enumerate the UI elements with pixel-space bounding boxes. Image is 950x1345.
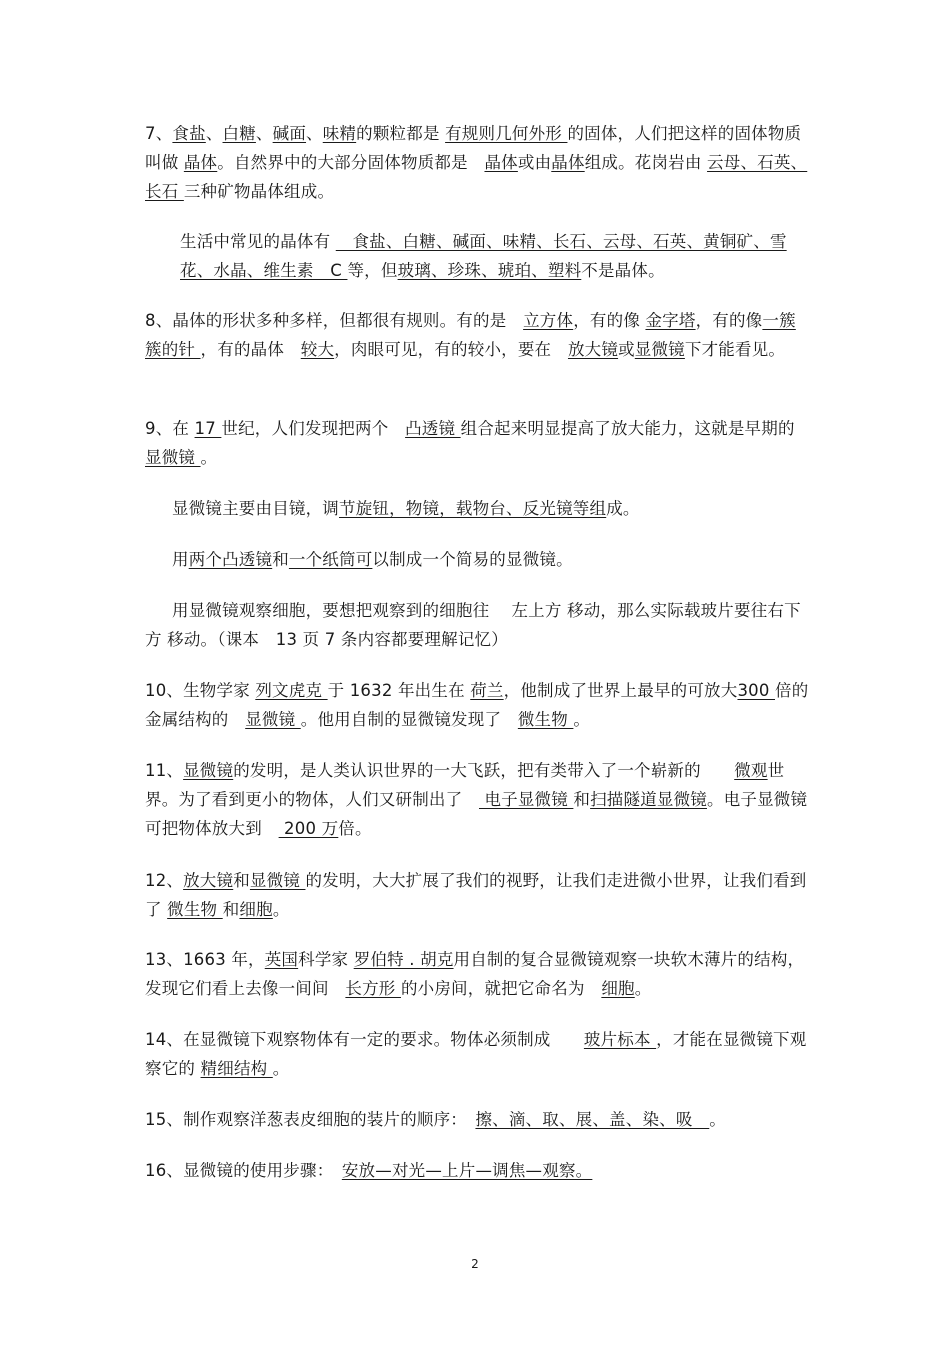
answer-blank: 凸透镜 <box>405 419 461 438</box>
text-segment: 生活中常见的晶体有 <box>180 232 336 251</box>
text-segment: 。电子显微镜可把物体放大到 <box>145 790 808 838</box>
text-segment: 的发明，是人类认识世界的一大飞跃，把有类带入了一个崭新的 <box>233 761 735 780</box>
text-segment: 。 <box>272 1059 290 1078</box>
answer-blank: 节旋钮，物镜，载物台、反光镜等组 <box>339 499 607 518</box>
answer-blank: 细胞 <box>239 900 273 919</box>
answer-blank: 细胞 <box>601 979 635 998</box>
answer-blank: 立方体 <box>523 311 574 330</box>
text-segment: 等，但 <box>347 261 398 280</box>
answer-blank: 微观 <box>734 761 768 780</box>
text-segment: 。 <box>573 710 591 729</box>
text-segment: 和 <box>573 790 591 809</box>
paragraph-q8 <box>145 306 810 364</box>
text-segment: 倍。 <box>338 819 372 838</box>
text-segment: 16、显微镜的使用步骤： <box>145 1161 342 1180</box>
text-segment: ，有的像 <box>573 311 646 330</box>
answer-blank: 显微镜 <box>249 871 306 890</box>
text-segment: 的颗粒都是 <box>356 124 446 143</box>
text-segment: ，才能在显微镜下观察它的 <box>145 1030 807 1078</box>
answer-blank: 罗伯特 . 胡克 <box>353 950 454 969</box>
answer-blank: 显微镜 <box>183 761 234 780</box>
text-segment: 和 <box>272 550 289 569</box>
text-segment: 不是晶体。 <box>581 261 665 280</box>
paragraph-q10 <box>145 676 810 734</box>
text-segment: 、 <box>255 124 273 143</box>
text-segment: 。自然界中的大部分固体物质都是 <box>217 153 485 172</box>
answer-blank: 长方形 <box>345 979 401 998</box>
text-segment: 用 <box>172 550 189 569</box>
answer-blank: 金字塔 <box>645 311 696 330</box>
answer-blank: 微生物 <box>167 900 223 919</box>
text-segment: 组成。花岗岩由 <box>584 153 708 172</box>
answer-blank: 擦、滴、取、展、盖、染、吸 <box>475 1110 710 1129</box>
text-segment: 14、在显微镜下观察物体有一定的要求。物体必须制成 <box>145 1030 584 1049</box>
paragraph-q15 <box>145 1105 810 1134</box>
text-segment: ，有的晶体 <box>200 340 301 359</box>
text-segment: 于 1632 年出生在 <box>327 681 471 700</box>
answer-blank: 显微镜 <box>245 710 301 729</box>
paragraph-q7b <box>180 227 810 285</box>
text-segment: 组合起来明显提高了放大能力，这就是早期的 <box>460 419 795 438</box>
text-segment: 12、 <box>145 871 184 890</box>
answer-blank: 较大 <box>300 340 335 359</box>
text-segment: 。 <box>272 900 290 919</box>
answer-blank: 玻片标本 <box>583 1030 657 1049</box>
text-segment: 10、生物学家 <box>145 681 256 700</box>
text-segment: 。 <box>200 448 218 467</box>
answer-blank: 200 万 <box>278 819 339 838</box>
text-segment: 和 <box>233 871 250 890</box>
text-segment: 的固体，人们把这样的固体物质叫做 <box>145 124 802 172</box>
answer-blank: 食盐、白糖、碱面、味精、长石、云母、石英、黄铜矿、雪花、水晶、维生素 C <box>180 232 787 280</box>
answer-blank: 荷兰 <box>470 681 504 700</box>
answer-blank: 英国 <box>264 950 299 969</box>
text-segment: 世界。为了看到更小的物体，人们又研制出了 <box>145 761 785 809</box>
paragraph-q14 <box>145 1025 810 1083</box>
answer-blank: 碱面 <box>272 124 307 143</box>
answer-blank: 玻璃、珍珠、琥珀、塑料 <box>397 261 582 280</box>
text-segment: 的小房间，就把它命名为 <box>400 979 602 998</box>
answer-blank: 300 <box>737 681 775 700</box>
answer-blank: 列文虎克 <box>255 681 328 700</box>
paragraph-q12 <box>145 866 810 924</box>
answer-blank: 显微镜 <box>145 448 201 467</box>
text-segment: 科学家 <box>298 950 354 969</box>
paragraph-q16 <box>145 1156 810 1185</box>
answer-blank: 放大镜 <box>567 340 619 359</box>
answer-blank: 食盐 <box>172 124 206 143</box>
text-segment: ，有的像 <box>695 311 763 330</box>
text-segment: 倍的金属结构的 <box>145 681 809 729</box>
answer-blank: 精细结构 <box>200 1059 273 1078</box>
text-segment: 三种矿物晶体组成。 <box>183 182 335 201</box>
text-segment: 用自制的复合显微镜观察一块软木薄片的结构，发现它们看上去像一间间 <box>145 950 805 998</box>
text-segment: 成。 <box>606 499 640 518</box>
text-segment: 15、制作观察洋葱表皮细胞的装片的顺序： <box>145 1110 476 1129</box>
paragraph-q9c <box>172 545 812 574</box>
text-segment: 显微镜主要由目镜，调 <box>172 499 339 518</box>
answer-blank: 有规则几何外形 <box>445 124 568 143</box>
text-segment: ，他制成了世界上最早的可放大 <box>503 681 738 700</box>
paragraph-q9d <box>145 596 810 654</box>
paragraph-q13 <box>145 945 810 1003</box>
text-segment: 世纪，人们发现把两个 <box>221 419 406 438</box>
paragraph-q7 <box>145 119 810 206</box>
answer-blank: 晶体 <box>551 153 585 172</box>
answer-blank: 晶体 <box>183 153 218 172</box>
text-segment: 。 <box>709 1110 726 1129</box>
answer-blank: 放大镜 <box>183 871 234 890</box>
answer-blank: 微生物 <box>517 710 574 729</box>
text-segment: 11、 <box>145 761 184 780</box>
text-segment: 。他用自制的显微镜发现了 <box>300 710 518 729</box>
answer-blank: 安放—对光—上片—调焦—观察。 <box>341 1161 593 1180</box>
answer-blank: 白糖 <box>222 124 256 143</box>
text-segment: 或 <box>618 340 635 359</box>
answer-blank: 一个纸筒可 <box>288 550 373 569</box>
answer-blank: 晶体 <box>484 153 518 172</box>
text-segment: 用显微镜观察细胞，要想把观察到的细胞往 左上方 移动，那么实际载玻片要往右下方 移动。（课本 13 页 7 条内容都要理解记忆） <box>145 601 801 649</box>
text-segment: 9、在 <box>145 419 195 438</box>
answer-blank: 味精 <box>322 124 357 143</box>
answer-blank: 扫描隧道显微镜 <box>590 790 707 809</box>
answer-blank: 显微镜 <box>634 340 685 359</box>
text-segment: 下才能看见。 <box>684 340 786 359</box>
answer-blank: 17 <box>194 419 222 438</box>
answer-blank: 云母、石英、长石 <box>145 153 808 201</box>
text-segment: 、 <box>306 124 323 143</box>
answer-blank: 电子显微镜 <box>479 790 574 809</box>
text-segment: 。 <box>634 979 652 998</box>
text-segment: 13、1663 年， <box>145 950 265 969</box>
text-segment: 和 <box>222 900 240 919</box>
paragraph-q11 <box>145 756 810 843</box>
text-segment: 或由 <box>517 153 552 172</box>
text-segment: 的发明，大大扩展了我们的视野，让我们走进微小世界，让我们看到了 <box>145 871 807 919</box>
page-number: 2 <box>471 1257 479 1271</box>
answer-blank: 两个凸透镜 <box>188 550 273 569</box>
text-segment: 、 <box>205 124 223 143</box>
text-segment: 7、 <box>145 124 173 143</box>
text-segment: ，肉眼可见，有的较小，要在 <box>334 340 568 359</box>
paragraph-q9 <box>145 414 810 472</box>
paragraph-q9b <box>172 494 812 523</box>
text-segment: 8、晶体的形状多种多样，但都很有规则。有的是 <box>145 311 524 330</box>
answer-blank: 一簇簇的针 <box>145 311 796 359</box>
text-segment: 以制成一个简易的显微镜。 <box>372 550 573 569</box>
